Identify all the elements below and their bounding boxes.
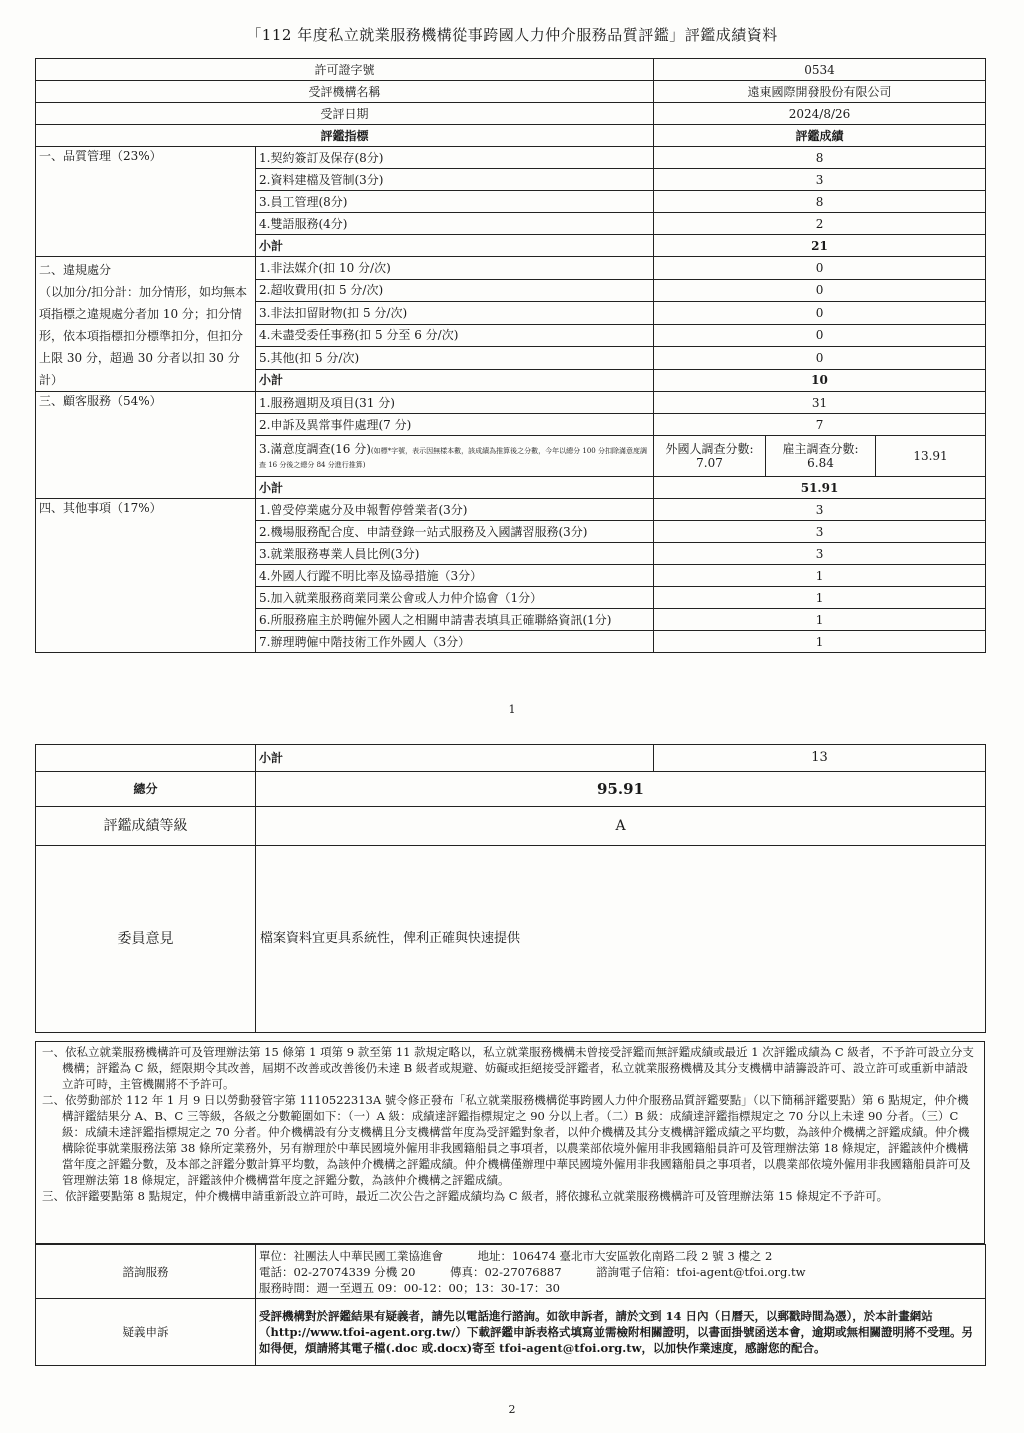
inquiry-line: 電話：02-27074339 分機 20 傳真：02-27076887 諮詢電子信箱：tfoi-agent@tfoi.org.tw: [259, 1264, 806, 1279]
page-number: 2: [508, 1403, 516, 1416]
subtotal-spacer: [36, 745, 256, 772]
survey-total: 13.91: [876, 436, 986, 477]
item-label: 6.所服務雇主於聘僱外國人之相關申請書表填具正確聯絡資訊(1分): [256, 609, 654, 631]
note-item: 一、依私立就業服務機構許可及管理辦法第 15 條第 1 項第 9 款至第 11 款規定略以，私立就業服務機構未曾接受評鑑而無評鑑成績或最近 1 次評鑑成績為 C 級者，不予許可設立分支機構；評鑑為 C 級，經限期令其改善，屆期不改善或改善後仍未達 B 級者或規避、妨礙或拒絕接受評鑑者，私立就業服務機構及其分支機構申請籌設許可、設立許可或重新申請設立許可時，主管機關將不予許可。: [42, 1045, 974, 1091]
subtotal-label: 小計: [256, 477, 654, 499]
permit-value: 0534: [654, 59, 986, 81]
survey-note: (如標*字號，表示因無樣本數，該成績為推算後之分數，今年以總分 100 分扣除滿意度調查 16 分後之總分 84 分進行推算): [259, 447, 647, 469]
item-label: 4.雙語服務(4分): [256, 213, 654, 235]
foreign-survey-value: 7.07: [696, 456, 723, 470]
item-score: 1: [654, 609, 986, 631]
grade-label: 評鑑成績等級: [36, 807, 256, 846]
note-item: 三、依評鑑要點第 8 點規定，仲介機構申請重新設立許可時，最近二次公告之評鑑成績均為 C 級者，將依據私立就業服務機構許可及管理辦法第 15 條規定不予許可。: [42, 1189, 889, 1203]
section-1-name: 一、品質管理（23%）: [36, 147, 256, 257]
item-score: 0: [654, 347, 986, 370]
section-2-cell: [36, 257, 256, 392]
item-score: 1: [654, 565, 986, 587]
item-score: 3: [654, 543, 986, 565]
page-title: 「112 年度私立就業服務機構從事跨國人力仲介服務品質評鑑」評鑑成績資料: [246, 26, 778, 44]
item-label: 5.其他(扣 5 分/次): [256, 347, 654, 370]
item-score: 3: [654, 499, 986, 521]
item-score: 0: [654, 302, 986, 325]
summary-table: [35, 744, 986, 1033]
total-label: 總分: [36, 772, 256, 807]
survey-label: 3.滿意度調查(16 分): [259, 442, 371, 456]
item-label: 4.未盡受委任事務(扣 5 分至 6 分/次): [256, 324, 654, 347]
comment-value: 檔案資料宜更具系統性，俾利正確與快速提供: [256, 846, 986, 1033]
inquiry-cell: [256, 1245, 986, 1299]
item-label: 1.契約簽訂及保存(8分): [256, 147, 654, 169]
inquiry-line: 服務時間：週一至週五 09：00-12：00；13：30-17：30: [259, 1280, 560, 1295]
score-table: [35, 58, 986, 653]
item-score: 0: [654, 257, 986, 280]
subtotal-value: 13: [654, 745, 986, 772]
item-label: 2.申訴及異常事件處理(7 分): [256, 414, 654, 436]
item-label: 1.非法媒介(扣 10 分/次): [256, 257, 654, 280]
item-label: 5.加入就業服務商業同業公會或人力仲介協會（1分）: [256, 587, 654, 609]
item-label: 3.員工管理(8分): [256, 191, 654, 213]
section-2-name: 二、違規處分: [39, 263, 112, 277]
notes-block: [35, 1041, 985, 1244]
inquiry-label: 諮詢服務: [36, 1245, 256, 1299]
section-2-desc: （以加分/扣分計：加分情形，如均無本項指標之違規處分者加 10 分；扣分情形，依本項指標扣分標準扣分，但扣分上限 30 分，超過 30 分者以扣 30 分計）: [39, 285, 248, 387]
employer-survey-cell: [766, 436, 876, 477]
subtotal-label: 小計: [256, 745, 654, 772]
item-label: 2.資料建檔及管制(3分): [256, 169, 654, 191]
subtotal-value: 10: [654, 369, 986, 392]
date-value: 2024/8/26: [654, 103, 986, 125]
permit-label: 許可證字號: [36, 59, 654, 81]
survey-cell: [256, 436, 654, 477]
total-value: 95.91: [256, 772, 986, 807]
item-score: 8: [654, 191, 986, 213]
item-score: 1: [654, 631, 986, 653]
item-score: 8: [654, 147, 986, 169]
foreign-survey-cell: [654, 436, 766, 477]
subtotal-label: 小計: [256, 369, 654, 392]
item-score: 2: [654, 213, 986, 235]
org-label: 受評機構名稱: [36, 81, 654, 103]
item-label: 2.機場服務配合度、申請登錄一站式服務及入國講習服務(3分): [256, 521, 654, 543]
item-label: 7.辦理聘僱中階技術工作外國人（3分）: [256, 631, 654, 653]
subtotal-value: 51.91: [654, 477, 986, 499]
employer-survey-label: 雇主調查分數:: [782, 442, 859, 456]
item-score: 0: [654, 324, 986, 347]
employer-survey-value: 6.84: [807, 456, 834, 470]
item-score: 31: [654, 392, 986, 414]
item-score: 3: [654, 169, 986, 191]
appeal-text: 受評機構對於評鑑結果有疑義者，請先以電話進行諮詢。如欲申訴者，請於文到 14 日內（日曆天，以郵戳時間為憑），於本計畫網站（http://www.tfoi-agent.org.tw/）下載評鑑申訴表格式填寫並需檢附相關證明，以書面掛號函送本會，逾期或無相關證明將不受理。另如得便，煩請將其電子檔(.doc 或.docx)寄至 tfoi-agent@tfoi.org.tw，以加快作業速度，感謝您的配合。: [256, 1299, 986, 1366]
score-header: 評鑑成績: [654, 125, 986, 147]
inquiry-line: 單位：社團法人中華民國工業協進會 地址：106474 臺北市大安區敦化南路二段 2 號 3 樓之 2: [259, 1248, 773, 1263]
comment-label: 委員意見: [36, 846, 256, 1033]
item-label: 3.非法扣留財物(扣 5 分/次): [256, 302, 654, 325]
indicator-header: 評鑑指標: [36, 125, 654, 147]
note-item: 二、依勞動部於 112 年 1 月 9 日以勞動發管字第 1110522313A 號令修正發布「私立就業服務機構從事跨國人力仲介服務品質評鑑要點」（以下簡稱評鑑要點）第 6 點規定，仲介機構評鑑結果分 A、B、C 三等級，各級之分數範圍如下：（一）A 級：成績達評鑑指標規定之 90 分以上者。（二）B 級：成績達評鑑指標規定之 70 分以上未達 90 分者。（三）C 級：成績未達評鑑指標規定之 70 分者。仲介機構設有分支機構且分支機構當年度為受評鑑對象者，以仲介機構及其分支機構評鑑成績之平均數，為該仲介機構之評鑑成績。仲介機構除從事就業服務法第 38 條所定業務外，另有辦理於中華民國境外僱用非我國籍船員之事項者，以農業部依境外僱用非我國籍船員許可及管理辦法第 18 條規定，評鑑該仲介機構當年度之評鑑分數，及本部之評鑑分數計算平均數，為該仲介機構之評鑑成績。仲介機構僅辦理中華民國境外僱用非我國籍船員之事項者，以農業部依境外僱用非我國籍船員許可及管理辦法第 18 條規定，評鑑該仲介機構當年度之評鑑分數，為該仲介機構之評鑑成績。: [42, 1093, 971, 1187]
section-3-name: 三、顧客服務（54%）: [36, 392, 256, 499]
contact-table: [35, 1244, 986, 1366]
item-score: 0: [654, 279, 986, 302]
appeal-label: 疑義申訴: [36, 1299, 256, 1366]
section-4-name: 四、其他事項（17%）: [36, 499, 256, 653]
item-label: 1.曾受停業處分及申報暫停營業者(3分): [256, 499, 654, 521]
page-number: 1: [508, 703, 516, 716]
item-score: 1: [654, 587, 986, 609]
item-label: 2.超收費用(扣 5 分/次): [256, 279, 654, 302]
grade-value: A: [256, 807, 986, 846]
org-value: 遠東國際開發股份有限公司: [654, 81, 986, 103]
item-label: 3.就業服務專業人員比例(3分): [256, 543, 654, 565]
item-label: 1.服務週期及項目(31 分): [256, 392, 654, 414]
item-score: 7: [654, 414, 986, 436]
foreign-survey-label: 外國人調查分數:: [665, 442, 754, 456]
subtotal-value: 21: [654, 235, 986, 257]
item-score: 3: [654, 521, 986, 543]
item-label: 4.外國人行蹤不明比率及協尋措施（3分）: [256, 565, 654, 587]
date-label: 受評日期: [36, 103, 654, 125]
subtotal-label: 小計: [256, 235, 654, 257]
